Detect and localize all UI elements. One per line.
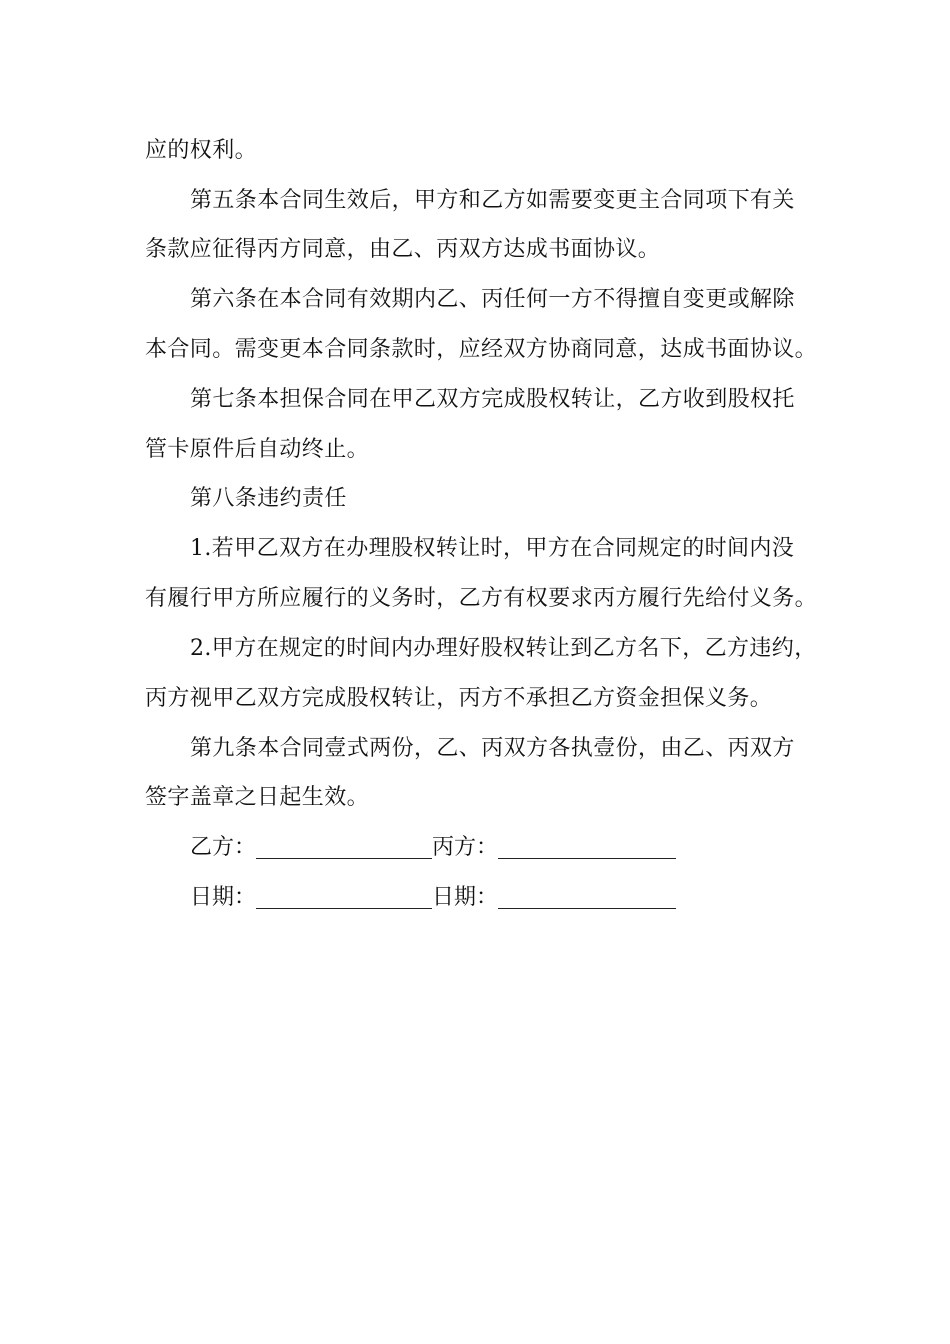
date-line-c — [498, 886, 676, 909]
article-7-line-2: 管卡原件后自动终止。 — [145, 437, 370, 462]
party-c-label: 丙方： — [432, 835, 499, 860]
article-8-heading: 第八条违约责任 — [190, 486, 347, 511]
article-9-line-1: 第九条本合同壹式两份，乙、丙双方各执壹份，由乙、丙双方 — [190, 736, 795, 761]
article-9-line-2: 签字盖章之日起生效。 — [145, 785, 370, 810]
date-line-b — [256, 886, 432, 909]
party-b-signature-line — [256, 836, 432, 859]
article-5-line-2: 条款应征得丙方同意，由乙、丙双方达成书面协议。 — [145, 237, 661, 262]
clause-1-line-1: 1.若甲乙双方在办理股权转让时，甲方在合同规定的时间内没 — [190, 536, 795, 561]
text-line: 应的权利。 — [145, 138, 258, 163]
date-row — [190, 883, 676, 913]
clause-1-line-2: 有履行甲方所应履行的义务时，乙方有权要求丙方履行先给付义务。 — [145, 586, 818, 611]
clause-2-line-1: 2.甲方在规定的时间内办理好股权转让到乙方名下，乙方违约， — [190, 636, 817, 661]
article-6-line-1: 第六条在本合同有效期内乙、丙任何一方不得擅自变更或解除 — [190, 287, 795, 312]
date-label-c: 日期： — [432, 885, 499, 910]
date-label-b: 日期： — [190, 885, 257, 910]
signature-row — [190, 833, 676, 863]
article-7-line-1: 第七条本担保合同在甲乙双方完成股权转让，乙方收到股权托 — [190, 387, 795, 412]
party-c-signature-line — [498, 836, 676, 859]
party-b-label: 乙方： — [190, 835, 257, 860]
article-6-line-2: 本合同。需变更本合同条款时，应经双方协商同意，达成书面协议。 — [145, 337, 818, 362]
clause-2-line-2: 丙方视甲乙双方完成股权转让，丙方不承担乙方资金担保义务。 — [145, 686, 773, 711]
article-5-line-1: 第五条本合同生效后，甲方和乙方如需要变更主合同项下有关 — [190, 188, 795, 213]
